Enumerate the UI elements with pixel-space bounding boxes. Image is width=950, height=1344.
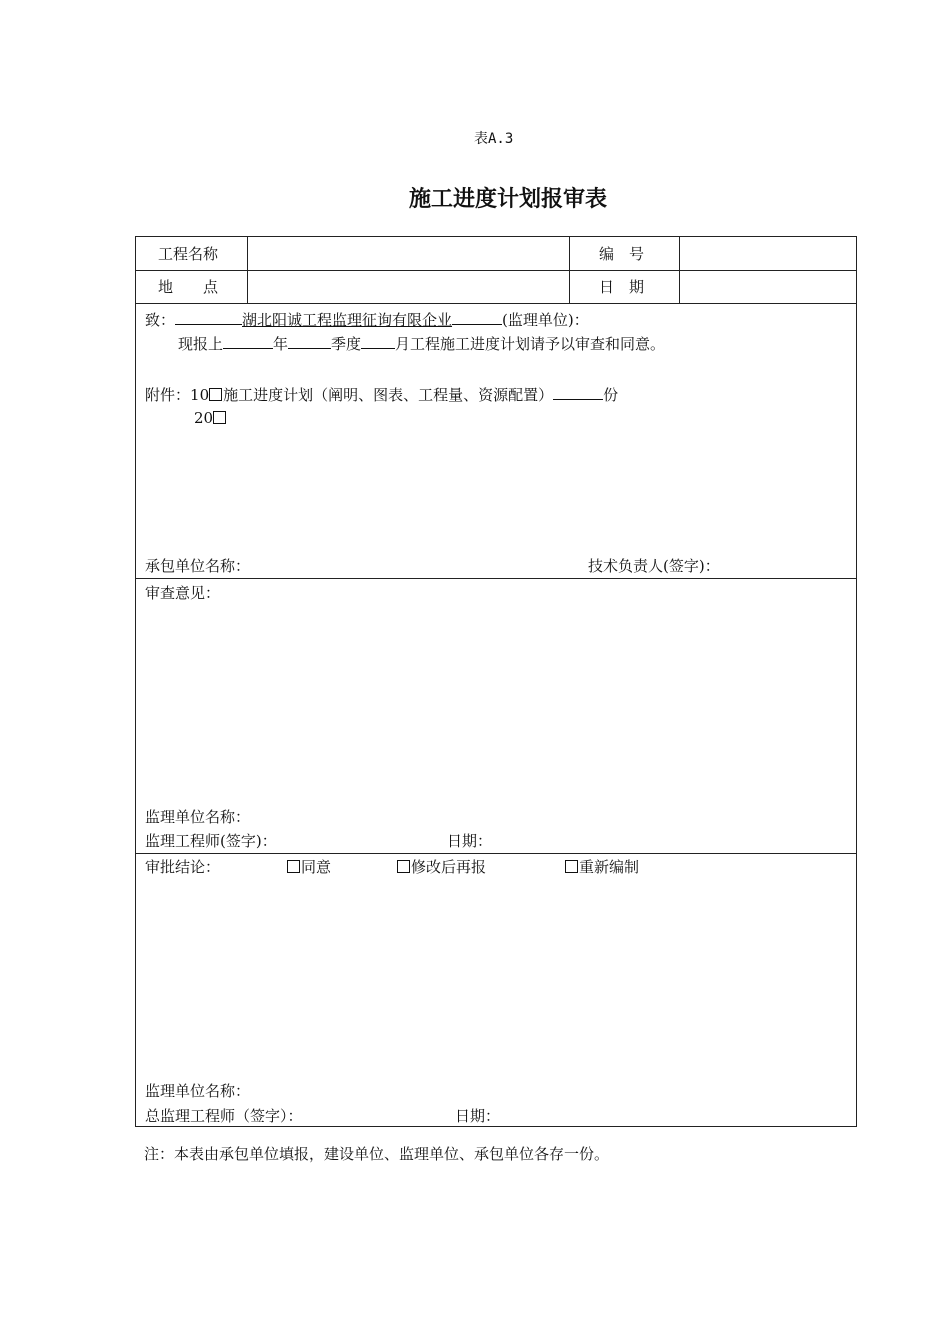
attachment-1-checkbox[interactable] [209,388,222,401]
date-field[interactable] [680,271,856,302]
redo-checkbox[interactable] [565,860,578,873]
location-field[interactable] [248,271,568,302]
attachment-2-number-suffix: 0 [203,409,214,427]
revise-checkbox[interactable] [397,860,410,873]
chief-engineer-signature-label: 总监理工程师（签字）： [145,1107,303,1125]
approval-date-label: 日期： [455,1107,501,1125]
row-divider [136,853,856,854]
supervisor-company: 湖北阳诚工程监理征询有限企业 [242,311,453,329]
contractor-label: 承包单位名称： [145,557,251,575]
project-name-label: 工程名称 [158,245,219,263]
approval-form-table [135,236,857,1127]
blank-line [452,308,502,325]
report-line [178,332,665,354]
date-label: 日 期 [599,278,645,296]
supervisor-suffix: (监理单位)： [502,311,589,329]
attachment-line-2 [194,408,227,428]
review-unit-label: 监理单位名称： [145,808,251,826]
blank-line [175,308,242,325]
attachment-2-checkbox[interactable] [213,411,226,424]
review-engineer-signature-label: 监理工程师(签字)： [145,832,277,850]
attachment-2-number: 2 [194,409,204,427]
tech-lead-signature-label: 技术负责人(签字)： [588,557,720,575]
location-label: 地 点 [158,278,219,296]
review-opinion-label: 审查意见： [145,584,221,602]
month-blank[interactable] [361,332,395,349]
row-divider [136,303,856,304]
approval-conclusion-label: 审批结论： [145,858,221,876]
option-redo[interactable] [565,857,639,877]
redo-label: 重新编制 [579,858,640,876]
number-label: 编 号 [599,245,645,263]
approval-unit-label: 监理单位名称： [145,1082,251,1100]
option-agree[interactable] [287,857,331,877]
review-date-label: 日期： [447,832,493,850]
report-prefix: 现报上 [178,335,224,353]
attachment-1-number-suffix: 0 [199,386,210,404]
attachment-1-number: 1 [190,386,200,404]
attachment-line-1 [145,383,618,405]
footnote: 注：本表由承包单位填报，建设单位、监理单位、承包单位各存一份。 [144,1145,610,1163]
addressee-line [145,308,589,330]
year-label: 年 [273,335,289,353]
attachment-1-text: 施工进度计划（阐明、图表、工程量、资源配置） [223,386,554,404]
agree-checkbox[interactable] [287,860,300,873]
quarter-label: 季度 [331,335,362,353]
report-suffix: 月工程施工进度计划请予以审查和同意。 [395,335,666,353]
column-divider [569,237,570,303]
copies-unit: 份 [603,386,619,404]
project-name-field[interactable] [248,238,568,269]
copies-blank[interactable] [553,383,603,400]
quarter-blank[interactable] [288,332,331,349]
year-blank[interactable] [223,332,273,349]
attachment-label: 附件： [145,386,191,404]
option-revise[interactable] [397,857,486,877]
form-number: 表A.3 [474,131,514,147]
agree-label: 同意 [301,858,332,876]
revise-label: 修改后再报 [411,858,487,876]
number-field[interactable] [680,238,856,269]
to-label: 致： [145,311,176,329]
form-title: 施工进度计划报审表 [408,187,607,212]
row-divider [136,578,856,579]
